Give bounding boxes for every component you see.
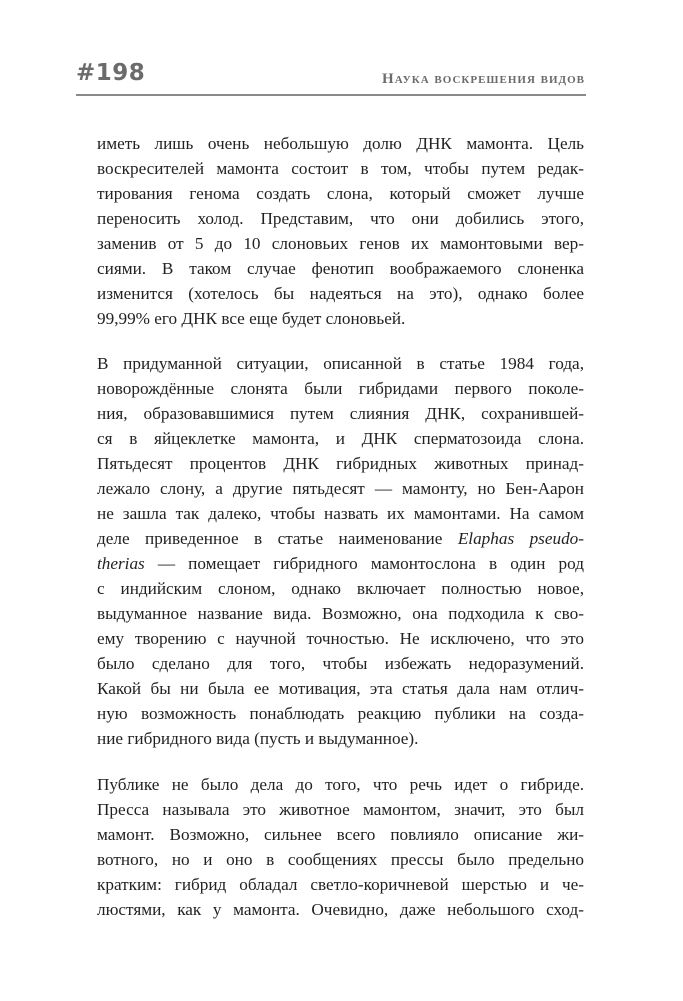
paragraph-2 <box>97 351 584 751</box>
page-number: #198 <box>76 60 146 86</box>
text-line: новорождённые слонята были гибридами первого поколе- <box>97 379 584 398</box>
text-fragment: деле приведенное в статье наименование <box>97 529 458 548</box>
text-line: мамонт. Возможно, сильнее всего повлияло описание жи- <box>97 825 584 844</box>
text-line: ся в яйцеклетке мамонта, и ДНК сперматозоида слона. <box>97 429 584 448</box>
text-line: переносить холод. Представим, что они добились этого, <box>97 209 584 228</box>
text-line: изменится (хотелось бы надеяться на это), однако более <box>97 284 584 303</box>
paragraph-1 <box>97 131 584 331</box>
text-line: иметь лишь очень небольшую долю ДНК мамонта. Цель <box>97 134 584 153</box>
text-line: Пятьдесят процентов ДНК гибридных животных принад- <box>97 454 584 473</box>
italic-species-name: Elaphas pseudo- <box>457 529 584 548</box>
text-line: люстями, как у мамонта. Очевидно, даже небольшого сход- <box>97 900 584 919</box>
text-line: Пресса называла это животное мамонтом, значит, это был <box>97 800 584 819</box>
text-line: В придуманной ситуации, описанной в статье 1984 года, <box>97 354 584 373</box>
text-line: лежало слону, а другие пятьдесят — мамонту, но Бен-Аарон <box>97 479 584 498</box>
text-line-with-italic <box>97 551 584 576</box>
text-line: вотного, но и оно в сообщениях прессы было предельно <box>97 850 584 869</box>
text-line: выдуманное название вида. Возможно, она подходила к сво- <box>97 604 584 623</box>
paragraph-3 <box>97 772 584 922</box>
text-line: ния, образовавшимися путем слияния ДНК, сохранившей- <box>97 404 584 423</box>
text-line: с индийским слоном, однако включает полностью новое, <box>97 579 584 598</box>
text-line: ние гибридного вида (пусть и выдуманное). <box>97 729 419 748</box>
text-line: не зашла так далеко, чтобы назвать их мамонтами. На самом <box>97 504 584 523</box>
text-line: 99,99% его ДНК все еще будет слоновьей. <box>97 309 406 328</box>
text-line: ную возможность понаблюдать реакцию публики на созда- <box>97 704 584 723</box>
text-line: было сделано для того, чтобы избежать недоразумений. <box>97 654 584 673</box>
text-line-with-italic <box>97 526 584 551</box>
text-fragment: — помещает гибридного мамонтослона в один род <box>144 554 584 573</box>
text-line: тирования генома создать слона, который сможет лучше <box>97 184 584 203</box>
text-line: сиями. В таком случае фенотип воображаемого слоненка <box>97 259 584 278</box>
text-line: ему творению с научной точностью. Не исключено, что это <box>97 629 584 648</box>
text-line: заменив от 5 до 10 слоновьих генов их мамонтовыми вер- <box>97 234 584 253</box>
text-line: воскресителей мамонта состоит в том, чтобы путем редак- <box>97 159 584 178</box>
header-divider <box>76 94 586 96</box>
italic-species-name: therias <box>97 554 145 573</box>
text-line: Какой бы ни была ее мотивация, эта статья дала нам отлич- <box>97 679 584 698</box>
running-title: Наука воскрешения видов <box>382 71 585 87</box>
body-text <box>97 131 584 922</box>
text-line: кратким: гибрид обладал светло-коричневой шерстью и че- <box>97 875 584 894</box>
text-line: Публике не было дела до того, что речь идет о гибриде. <box>97 775 584 794</box>
